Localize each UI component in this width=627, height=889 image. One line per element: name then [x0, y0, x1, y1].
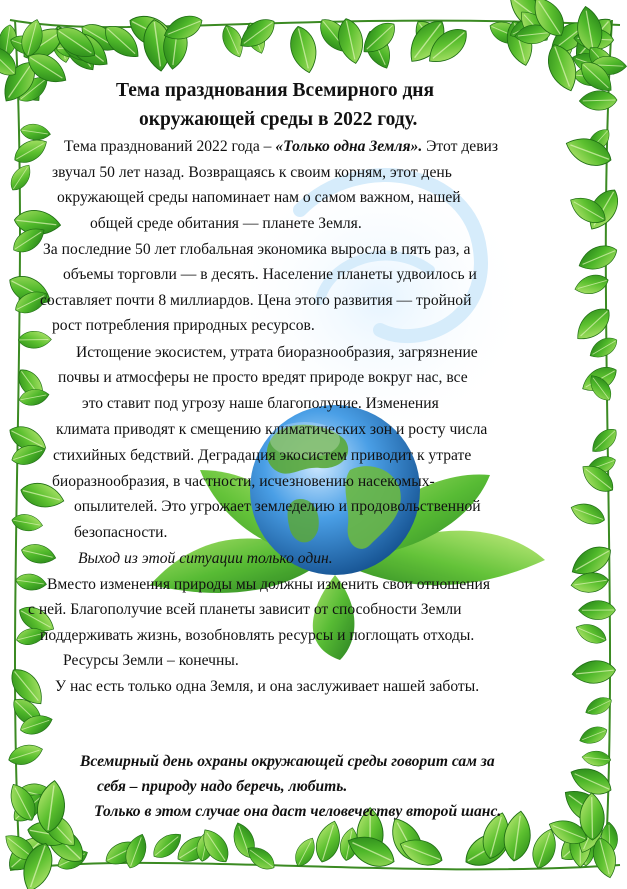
paragraph-2-line-3: составляет почти 8 миллиардов. Цена этого развития — тройной [40, 292, 472, 309]
paragraph-3-line-8: безопасности. [74, 524, 168, 541]
paragraph-3-line-4: климата приводят к смещению климатических зон и росту числа [56, 421, 488, 438]
paragraph-2-line-2: объемы торговли — в десять. Население планеты удвоилось и [63, 266, 477, 283]
paragraph-2-line-1: За последние 50 лет глобальная экономика выросла в пять раз, а [43, 241, 471, 258]
paragraph-3-line-7: опылителей. Это угрожает земледелию и продовольственной [74, 498, 481, 515]
paragraph-3-line-3: это ставит под угрозу наше благополучие. Изменения [82, 395, 439, 412]
title-line-2: окружающей среды в 2022 году. [139, 109, 418, 130]
conclusion-line-3: Только в этом случае она даст человечеству второй шанс. [94, 803, 502, 820]
paragraph-5-line-1: Вместо изменения природы мы должны изменить свои отношения [47, 576, 491, 593]
paragraph-4: Выход из этой ситуации только один. [78, 550, 333, 567]
conclusion-line-2: себя – природу надо беречь, любить. [97, 778, 348, 795]
motto: «Только одна Земля». [275, 138, 423, 155]
paragraph-5-line-3: поддерживать жизнь, возобновлять ресурсы и поглощать отходы. [40, 627, 475, 644]
paragraph-1-tail: Этот девиз [422, 138, 499, 155]
paragraph-1-line-4: общей среде обитания — планете Земля. [90, 215, 362, 232]
paragraph-3-line-6: биоразнообразия, в частности, исчезновению насекомых- [52, 473, 435, 490]
conclusion-line-1: Всемирный день охраны окружающей среды говорит сам за [80, 753, 495, 770]
paragraph-1-line-1 [64, 137, 498, 157]
paragraph-6: Ресурсы Земли – конечны. [63, 652, 239, 669]
paragraph-3-line-1: Истощение экосистем, утрата биоразнообразия, загрязнение [76, 344, 478, 361]
title-line-1: Тема празднования Всемирного дня [116, 80, 435, 101]
paragraph-1-lead: Тема празднований 2022 года – [64, 138, 276, 155]
paragraph-3-line-2: почвы и атмосферы не просто вредят природе вокруг нас, все [58, 369, 468, 386]
paragraph-1-line-3: окружающей среды напоминает нам о самом важном, нашей [57, 189, 461, 206]
paragraph-7: У нас есть только одна Земля, и она заслуживает нашей заботы. [55, 678, 480, 695]
paragraph-5-line-2: с ней. Благополучие всей планеты зависит от способности Земли [28, 601, 462, 618]
paragraph-1-line-2: звучал 50 лет назад. Возвращаясь к своим корням, этот день [52, 164, 452, 181]
paragraph-2-line-4: рост потребления природных ресурсов. [52, 317, 315, 334]
paragraph-3-line-5: стихийных бедствий. Деградация экосистем приводит к утрате [53, 447, 472, 464]
